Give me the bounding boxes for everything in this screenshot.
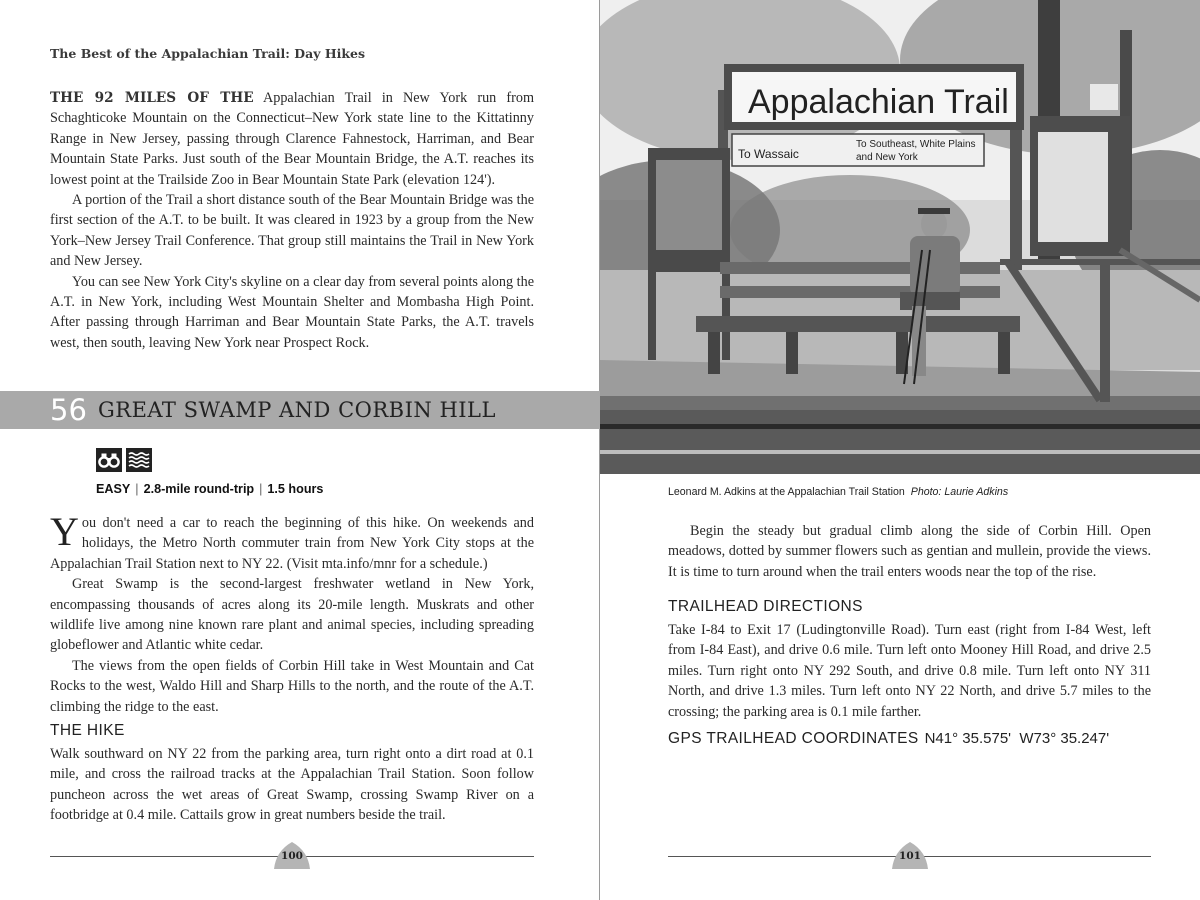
hike-intro-paragraph: Great Swamp is the second-largest freshwater wetland in New York, encompassing thousands of acres along its 20-mile length. Muskrats and other wildlife live among nine known rare plant and animal species, including spreading globeflower and Atlantic white cedar. bbox=[50, 576, 534, 654]
hike-intro bbox=[50, 509, 534, 717]
gps-value: N41° 35.575' W73° 35.247' bbox=[924, 730, 1110, 747]
continued-text bbox=[668, 521, 1151, 582]
continued-paragraph: Begin the steady but gradual climb along the side of Corbin Hill. Open meadows, dotted by summer flowers such as gentian and mullein, provide the views. It is time to turn around when the trail enters woods near the top of the rise. bbox=[668, 523, 1151, 580]
trailhead-heading: TRAILHEAD DIRECTIONS bbox=[668, 598, 863, 615]
the-hike-text bbox=[50, 744, 534, 826]
drop-cap: Y bbox=[50, 509, 79, 554]
gps-label: GPS TRAILHEAD COORDINATES bbox=[668, 730, 919, 747]
sign-main-text: Appalachian Trail bbox=[748, 83, 1009, 121]
duration: 1.5 hours bbox=[267, 482, 324, 496]
photo-caption bbox=[668, 486, 1008, 498]
page-number-badge bbox=[272, 840, 312, 870]
distance: 2.8-mile round-trip bbox=[143, 482, 255, 496]
intro-paragraph: A portion of the Trail a short distance south of the Bear Mountain Bridge was the first section of the A.T. to be built. It was cleared in 1923 by a group from the New York–New Jersey Trail Conference. That group still maintains the Trail in New York and New Jersey. bbox=[50, 192, 534, 270]
sign-right-line1: To Southeast, White Plains bbox=[856, 139, 976, 150]
state-intro bbox=[50, 88, 534, 353]
photo-credit: Photo: Laurie Adkins bbox=[910, 486, 1009, 498]
chapter-header-bar bbox=[0, 391, 600, 429]
chapter-number: 56 bbox=[50, 393, 87, 427]
hike-intro-paragraph bbox=[50, 509, 534, 574]
separator: | bbox=[259, 482, 263, 496]
hike-intro-paragraph-text: ou don't need a car to reach the beginning of this hike. On weekends and holidays, the Metro North commuter train from New York City stops at the Appalachian Trail Station next to NY 22. (Visit mta.info/mnr for a schedule.) bbox=[50, 515, 534, 572]
the-hike-paragraph: Walk southward on NY 22 from the parking area, turn right onto a dirt road at 0.1 mile, and cross the railroad tracks at the Appalachian Trail Station. Soon follow puncheon across the wet areas of Great Swamp, crossing Swamp River on a footbridge at 0.4 mile. Cattails grow in great numbers beside the trail. bbox=[50, 746, 534, 824]
difficulty: EASY bbox=[96, 482, 131, 496]
water-icon bbox=[126, 448, 152, 472]
page-number-badge bbox=[890, 840, 930, 870]
station-photo bbox=[600, 0, 1200, 474]
running-head: The Best of the Appalachian Trail: Day Hikes bbox=[50, 46, 366, 61]
right-page bbox=[600, 0, 1200, 900]
gps-coordinates bbox=[668, 730, 1109, 748]
page-number: 101 bbox=[899, 850, 921, 862]
hike-icons bbox=[96, 448, 152, 472]
separator: | bbox=[135, 482, 139, 496]
trailhead-paragraph: Take I-84 to Exit 17 (Ludingtonville Road). Turn east (right from I-84 West, left from I-84 East), and drive 0.6 mile. Turn left onto Mooney Hill Road, and drive 2.5 miles. Turn right onto NY 292 South, and drive 0.8 mile. Turn left onto NY 311 North, and drive 1.3 miles. Turn left onto NY 22 North, and drive 5.7 miles to the crossing; the parking area is 0.1 mile farther. bbox=[668, 622, 1151, 720]
page-number: 100 bbox=[281, 850, 303, 862]
hike-stats bbox=[96, 482, 323, 496]
the-hike-heading: THE HIKE bbox=[50, 722, 125, 739]
intro-paragraph: You can see New York City's skyline on a clear day from several points along the A.T. in New York, including West Mountain Shelter and Mombasha High Point. After passing through Harriman and Bear Mountain State Parks, the A.T. travels west, then south, leaving New York near Prospect Rock. bbox=[50, 273, 534, 351]
intro-paragraph-text: Appalachian Trail in New York run from Schaghticoke Mountain on the Connecticut–New York state line to the Kittatinny Range in New Jersey, passing through Clarence Fahnestock, Harriman, and Bear Mountain State Parks. Just south of the Bear Mountain Bridge, the A.T. reaches its lowest point at the Trailside Zoo in Bear Mountain State Park (elevation 124'). bbox=[50, 90, 534, 188]
lead-caps: THE 92 MILES OF THE bbox=[50, 90, 254, 106]
intro-paragraph bbox=[50, 88, 534, 190]
chapter-title: GREAT SWAMP AND CORBIN HILL bbox=[98, 398, 496, 422]
binoculars-icon bbox=[96, 448, 122, 472]
sign-left-text: To Wassaic bbox=[738, 147, 799, 161]
sign-right-line2: and New York bbox=[856, 152, 918, 163]
caption-text: Leonard M. Adkins at the Appalachian Trail Station bbox=[668, 486, 905, 498]
trailhead-text bbox=[668, 620, 1151, 722]
hike-intro-paragraph: The views from the open fields of Corbin Hill take in West Mountain and Cat Rocks to the west, Waldo Hill and Sharp Hills to the north, and the route of the A.T. climbing the ridge to the east. bbox=[50, 657, 534, 715]
